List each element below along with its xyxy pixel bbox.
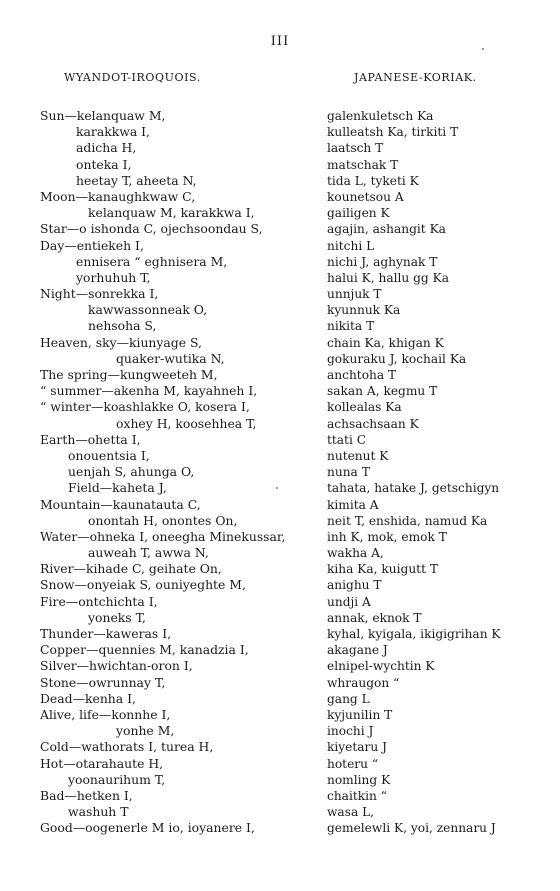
right-column-japanese-koriak <box>327 108 557 836</box>
right-line-14: nikita T <box>327 319 375 334</box>
left-line-36: Stone—owrunnay T, <box>40 674 166 690</box>
right-line-39: inochi J <box>327 724 374 739</box>
left-line-9: Day—entiekeh I, <box>40 237 144 253</box>
right-line-7: gailigen K <box>327 206 390 221</box>
right-line-38: kyjunilin T <box>327 707 393 722</box>
right-line-20: achsachsaan K <box>327 416 419 431</box>
right-line-15: chain Ka, khigan K <box>327 335 444 350</box>
right-line-13: kyunnuk Ka <box>327 303 401 318</box>
right-line-43: chaitkin “ <box>327 788 387 803</box>
right-line-29: kiha Ka, kuigutt T <box>327 562 438 577</box>
left-line-40: Cold—wathorats I, turea H, <box>40 739 214 755</box>
left-line-6: Moon—kanaughkwaw C, <box>40 188 196 204</box>
left-line-44: washuh T <box>68 804 129 820</box>
left-line-10: ennisera “ eghnisera M, <box>76 253 228 269</box>
left-line-25: Mountain—kaunatauta C, <box>40 496 201 512</box>
right-line-3: laatsch T <box>327 141 384 156</box>
page-number: III <box>270 34 290 49</box>
paper-speck <box>276 487 278 489</box>
right-line-6: kounetsou A <box>327 189 404 204</box>
right-line-42: nomling K <box>327 772 391 787</box>
left-line-3: adicha H, <box>76 140 137 156</box>
right-line-25: kimita A <box>327 497 379 512</box>
left-line-28: auweah T, awwa N, <box>88 545 209 561</box>
left-line-31: Fire—ontchichta I, <box>40 593 158 609</box>
left-line-29: River—kihade C, geihate On, <box>40 561 222 577</box>
right-line-22: nutenut K <box>327 448 389 463</box>
left-line-38: Alive, life—konnhe I, <box>40 706 171 722</box>
left-line-43: Bad—hetken I, <box>40 787 133 803</box>
left-line-18: “ summer—akenha M, kayahneh I, <box>40 383 258 399</box>
left-line-37: Dead—kenha I, <box>40 690 136 706</box>
right-line-34: akagane J <box>327 643 388 658</box>
right-line-2: kulleatsh Ka, tirkiti T <box>327 125 459 140</box>
left-line-41: Hot—otarahaute H, <box>40 755 164 771</box>
left-column-wyandot-iroquois <box>40 108 325 836</box>
right-line-28: wakha A, <box>327 546 384 561</box>
left-line-13: kawwassonneak O, <box>88 302 208 318</box>
right-line-16: gokuraku J, kochail Ka <box>327 351 467 366</box>
left-line-30: Snow—onyeiak S, ouniyeghte M, <box>40 577 246 593</box>
left-line-21: Earth—ohetta I, <box>40 431 141 447</box>
left-line-26: onontah H, onontes On, <box>88 512 238 528</box>
left-line-22: onouentsia I, <box>68 447 150 463</box>
left-line-19: “ winter—koashlakke O, kosera I, <box>40 399 250 415</box>
paper-speck <box>482 48 484 50</box>
left-line-14: nehsoha S, <box>88 318 157 334</box>
left-line-32: yoneks T, <box>88 609 146 625</box>
right-line-21: ttati C <box>327 432 367 447</box>
left-line-42: yoonaurihum T, <box>68 771 166 787</box>
right-line-8: agajin, ashangit Ka <box>327 222 446 237</box>
left-line-24: Field—kaheta J, <box>68 480 167 496</box>
left-line-20: oxhey H, koosehhea T, <box>116 415 257 431</box>
left-line-8: Star—o ishonda C, ojechsoondau S, <box>40 221 263 237</box>
header-japanese-koriak: JAPANESE-KORIAK. <box>354 71 477 84</box>
right-line-31: undji A <box>327 594 371 609</box>
right-line-27: inh K, mok, emok T <box>327 529 447 544</box>
right-line-44: wasa L, <box>327 805 375 820</box>
right-line-9: nitchi L <box>327 238 375 253</box>
right-line-32: annak, eknok T <box>327 610 422 625</box>
right-line-1: galenkuletsch Ka <box>327 109 434 123</box>
right-line-41: hoteru “ <box>327 756 379 771</box>
right-line-4: matschak T <box>327 157 399 172</box>
right-line-23: nuna T <box>327 465 370 480</box>
right-line-35: elnipel-wychtin K <box>327 659 435 674</box>
left-line-33: Thunder—kaweras I, <box>40 626 172 641</box>
left-line-16: quaker-wutika N, <box>116 350 225 366</box>
left-line-39: yonhe M, <box>116 723 175 739</box>
right-line-5: tida L, tyketi K <box>327 173 419 188</box>
left-line-34: Copper—quennies M, kanadzia I, <box>40 642 249 658</box>
left-line-5: heetay T, aheeta N, <box>76 172 197 188</box>
right-line-40: kiyetaru J <box>327 740 387 755</box>
right-line-11: halui K, hallu gg Ka <box>327 270 449 285</box>
header-wyandot-iroquois: WYANDOT-IROQUOIS. <box>64 71 201 84</box>
left-line-12: Night—sonrekka I, <box>40 286 159 302</box>
right-line-37: gang L <box>327 691 370 706</box>
right-line-26: neit T, enshida, namud Ka <box>327 513 488 528</box>
right-line-10: nichi J, aghynak T <box>327 254 438 269</box>
left-line-2: karakkwa I, <box>76 124 150 140</box>
right-line-45: gemelewli K, yoi, zennaru J <box>327 821 496 836</box>
left-line-4: onteka I, <box>76 156 132 172</box>
left-line-11: yorhuhuh T, <box>76 269 151 285</box>
left-line-27: Water—ohneka I, oneegha Minekussar, <box>40 528 286 544</box>
left-line-1: Sun—kelanquaw M, <box>40 108 166 123</box>
left-line-45: Good—oogenerle M io, ioyanere I, <box>40 820 255 836</box>
right-line-17: anchtoha T <box>327 368 397 382</box>
left-line-17: The spring—kungweeteh M, <box>40 367 218 382</box>
left-line-23: uenjah S, ahunga O, <box>68 464 195 480</box>
right-line-30: anighu T <box>327 578 382 593</box>
right-line-18: sakan A, kegmu T <box>327 384 438 399</box>
right-line-24: tahata, hatake J, getschigyn <box>327 481 500 496</box>
right-line-33: kyhal, kyigala, ikigigrihan K <box>327 627 501 641</box>
left-line-15: Heaven, sky—kiunyage S, <box>40 334 202 350</box>
right-line-19: kollealas Ka <box>327 400 402 415</box>
right-line-12: unnjuk T <box>327 287 382 302</box>
left-line-7: kelanquaw M, karakkwa I, <box>88 205 255 221</box>
left-line-35: Silver—hwichtan-oron I, <box>40 658 193 674</box>
right-line-36: whraugon “ <box>327 675 400 690</box>
